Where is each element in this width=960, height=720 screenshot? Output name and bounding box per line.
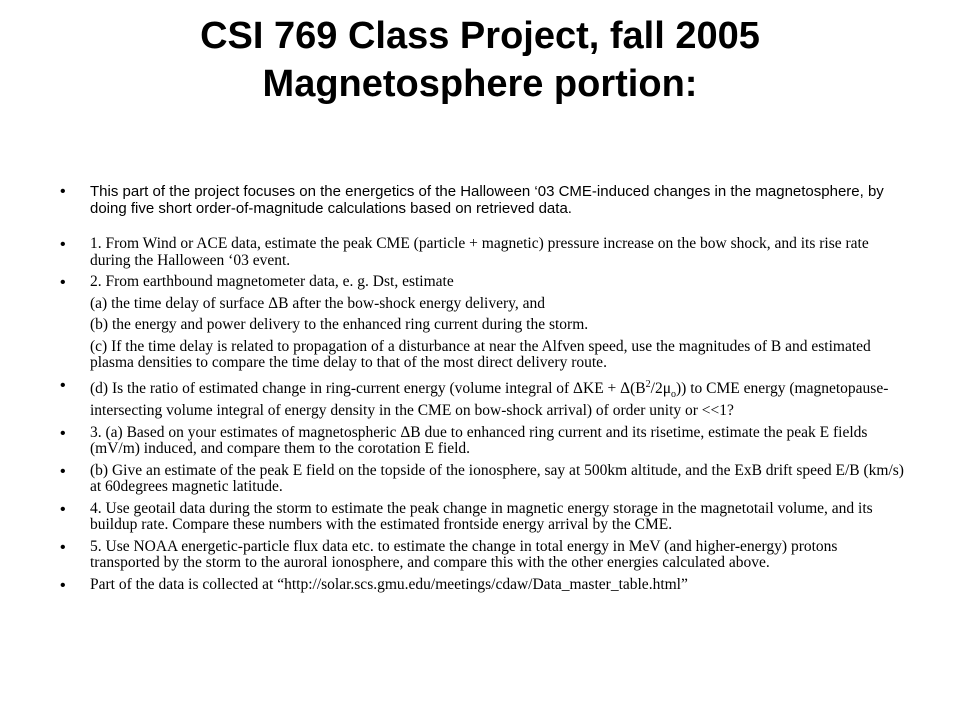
- bullet-icon: •: [60, 538, 66, 556]
- bullet-item-2d: [60, 377, 910, 420]
- bullet-item-data-link: [60, 577, 910, 594]
- bullet-text: (a) the time delay of surface ΔB after the bow-shock energy delivery, and: [90, 294, 545, 312]
- bullet-text: 2. From earthbound magnetometer data, e. g. Dst, estimate: [90, 273, 454, 290]
- bullet-icon: •: [60, 576, 66, 594]
- bullet-text: (d) Is the ratio of estimated change in ring-current energy (volume integral of $\Delta KE + \Delta(B^2/2\mu_o)$) to CME energy (magnetopause-intersecting volume integral of energy density in the CME on bow-shock arrival) of order unity or <<1?: [90, 378, 889, 420]
- bullet-text: 5. Use NOAA energetic-particle flux data etc. to estimate the change in total energy in MeV (and higher-energy) protons transported by the storm to the auroral ionosphere, and compare this with the other energies calculated above.: [90, 537, 838, 572]
- bullet-text: 4. Use geotail data during the storm to estimate the peak change in magnetic energy storage in the magnetotail volume, and its buildup rate. Compare these numbers with the estimated frontside energy arrival by the CME.: [90, 499, 873, 534]
- bullet-item-1: [60, 236, 910, 269]
- sub-item-2c: [60, 339, 910, 372]
- bullet-text: Part of the data is collected at “http://solar.scs.gmu.edu/meetings/cdaw/Data_master_table.html”: [90, 575, 688, 593]
- bullet-icon: •: [60, 500, 66, 518]
- sub-item-2b: [60, 317, 910, 334]
- bullet-icon: •: [60, 183, 66, 200]
- bullet-item-5: [60, 539, 910, 572]
- sub-item-2a: [60, 296, 910, 313]
- bullet-icon: •: [60, 274, 66, 291]
- title-line-2: Magnetosphere portion:: [262, 63, 698, 105]
- bullet-text: (b) the energy and power delivery to the enhanced ring current during the storm.: [90, 316, 589, 333]
- bullet-icon: •: [60, 376, 66, 394]
- bullet-item-intro: [60, 183, 910, 217]
- slide-title: [0, 12, 960, 108]
- bullet-icon: •: [60, 236, 66, 253]
- bullet-text: 3. (a) Based on your estimates of magnetospheric ΔB due to enhanced ring current and its risetime, estimate the peak E fields (mV/m) induced, and compare them to the corotation E field.: [90, 423, 868, 458]
- bullet-text: (c) If the time delay is related to propagation of a disturbance at near the Alfven speed, use the magnitudes of B and estimated plasma densities to compare the time delay to that of the most direct delivery route.: [90, 337, 871, 371]
- bullet-item-3b: [60, 463, 910, 496]
- bullet-item-3a: [60, 425, 910, 458]
- bullet-item-2: [60, 274, 910, 291]
- bullet-icon: •: [60, 424, 66, 442]
- bullet-text: 1. From Wind or ACE data, estimate the peak CME (particle + magnetic) pressure increase on the bow shock, and its rise rate during the Halloween ‘03 event.: [90, 235, 869, 269]
- bullet-list: [60, 183, 910, 593]
- title-line-1: CSI 769 Class Project, fall 2005: [200, 15, 760, 57]
- bullet-item-4: [60, 501, 910, 534]
- bullet-icon: •: [60, 462, 66, 480]
- bullet-text: (b) Give an estimate of the peak E field on the topside of the ionosphere, say at 500km altitude, and the ExB drift speed E/B (km/s) at 60degrees magnetic latitude.: [90, 461, 904, 496]
- bullet-text: This part of the project focuses on the energetics of the Halloween ‘03 CME-induced changes in the magnetosphere, by doing five short order-of-magnitude calculations based on retrieved data.: [90, 183, 884, 217]
